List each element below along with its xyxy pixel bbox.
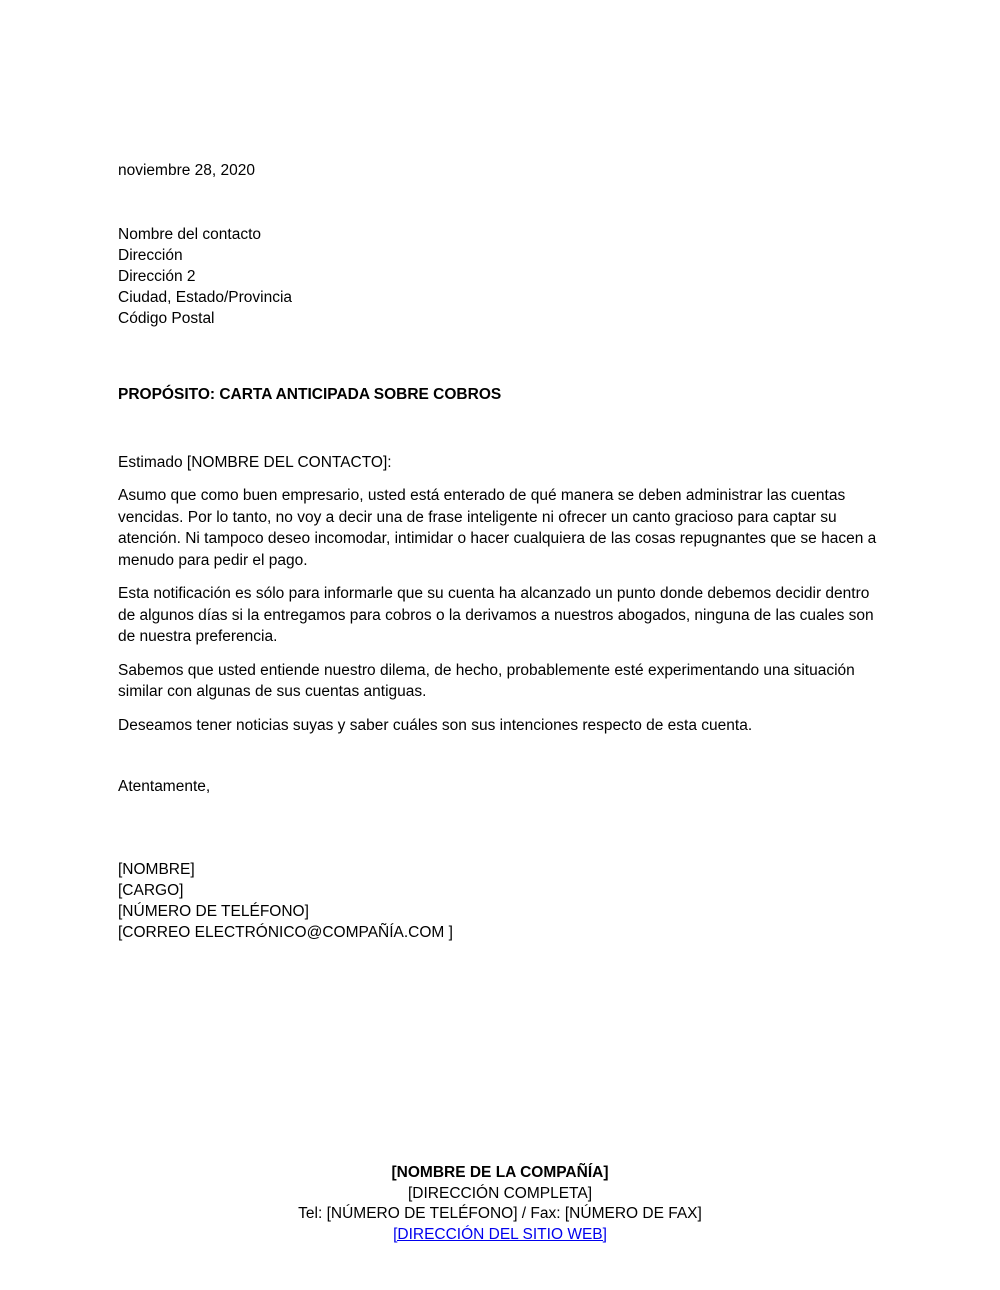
closing-salutation: Atentamente, xyxy=(118,778,211,795)
footer-website-link[interactable]: [DIRECCIÓN DEL SITIO WEB] xyxy=(393,1225,607,1243)
address-line: Código Postal xyxy=(118,310,215,327)
subject-line: PROPÓSITO: CARTA ANTICIPADA SOBRE COBROS xyxy=(118,386,502,403)
letter-date: noviembre 28, 2020 xyxy=(118,162,256,179)
address-line: Dirección xyxy=(118,247,183,264)
address-line: Nombre del contacto xyxy=(118,226,262,243)
letter-body xyxy=(118,160,888,943)
recipient-address-block xyxy=(118,224,888,329)
footer-company-name: [NOMBRE DE LA COMPAÑÍA] xyxy=(391,1164,609,1181)
body-paragraph: Deseamos tener noticias suyas y saber cuáles son sus intenciones respecto de esta cuenta. xyxy=(118,716,753,734)
signature-line: [CORREO ELECTRÓNICO@COMPAÑÍA.COM ] xyxy=(118,924,453,941)
page-footer xyxy=(0,1163,1000,1245)
body-paragraph: Esta notificación es sólo para informarle que su cuenta ha alcanzado un punto donde debemos decidir dentro de algunos días si la entregamos para cobros o la derivamos a nuestros abogados, ninguna de las cuales son de nuestra preferencia. xyxy=(118,585,874,645)
address-line: Ciudad, Estado/Provincia xyxy=(118,289,293,306)
address-line: Dirección 2 xyxy=(118,268,196,285)
signature-block xyxy=(118,859,888,943)
signature-line: [NÚMERO DE TELÉFONO] xyxy=(118,903,309,920)
salutation: Estimado [NOMBRE DEL CONTACTO]: xyxy=(118,454,392,471)
footer-address: [DIRECCIÓN COMPLETA] xyxy=(407,1184,592,1202)
body-paragraph: Asumo que como buen empresario, usted está enterado de qué manera se deben administrar las cuentas vencidas. Por lo tanto, no voy a decir una de frase inteligente ni ofrecer un canto gracioso para captar su atención. Ni tampoco deseo incomodar, intimidar o hacer cualquiera de las cosas repugnantes que se hacen a menudo para pedir el pago. xyxy=(118,487,877,569)
body-paragraph: Sabemos que usted entiende nuestro dilema, de hecho, probablemente esté experimentando una situación similar con algunas de sus cuentas antiguas. xyxy=(118,661,855,700)
signature-line: [CARGO] xyxy=(118,882,184,899)
footer-website-line xyxy=(0,1225,1000,1246)
footer-phone-fax: Tel: [NÚMERO DE TELÉFONO] / Fax: [NÚMERO DE FAX] xyxy=(298,1205,702,1222)
signature-line: [NOMBRE] xyxy=(118,861,195,878)
